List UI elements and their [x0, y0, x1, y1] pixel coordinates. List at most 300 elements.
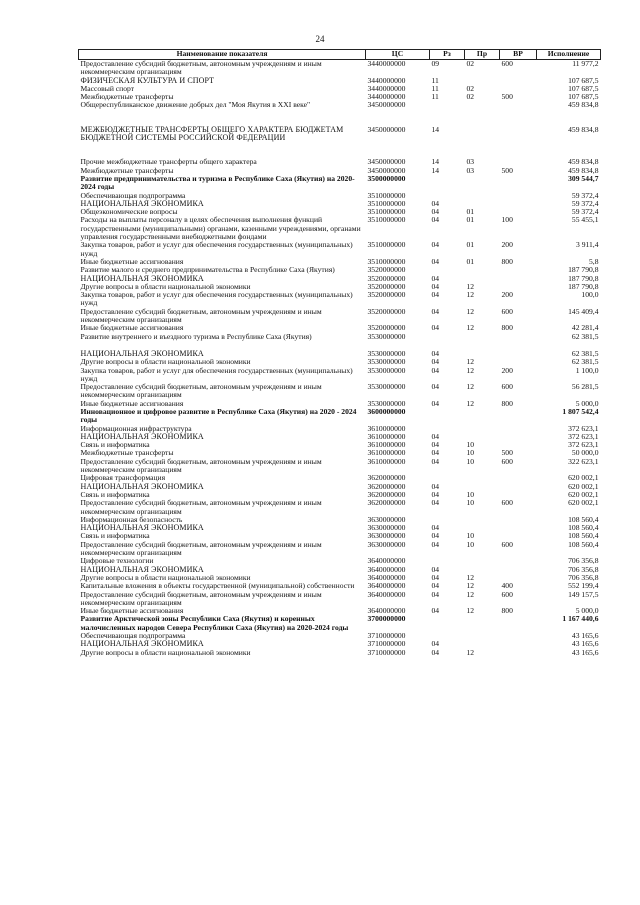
row-value: 56 281,5: [571, 383, 599, 392]
row-name: Цифровые технологии: [80, 557, 154, 566]
row-name: Закупка товаров, работ и услуг для обеспечения государственных (муниципальных) нужд: [80, 366, 353, 383]
row-vr: 200: [501, 241, 513, 250]
table-row: [79, 449, 601, 457]
table-row: [79, 258, 601, 266]
row-name: НАЦИОНАЛЬНАЯ ЭКОНОМИКА: [80, 432, 204, 441]
row-name: Развитие внутреннего и въездного туризма в Республике Саха (Якутия): [80, 332, 312, 341]
header-cs: ЦС: [366, 50, 430, 60]
row-value: 5 000,0: [575, 399, 599, 408]
row-name: Инновационное и цифровое развитие в Республике Саха (Якутия) на 2020 - 2024 годы: [80, 407, 357, 425]
row-rz: 14: [431, 158, 440, 167]
row-pr: 10: [466, 499, 475, 508]
row-vr: [500, 557, 537, 565]
table-row: [79, 308, 601, 325]
row-value: 620 002,1: [568, 499, 599, 508]
row-pr: 10: [466, 449, 475, 458]
row-value: 62 381,5: [571, 358, 599, 367]
row-pr: 12: [466, 291, 475, 300]
row-vr: 200: [501, 366, 513, 375]
row-rz: [430, 333, 465, 341]
row-name: НАЦИОНАЛЬНАЯ ЭКОНОМИКА: [80, 199, 204, 208]
row-pr: 10: [466, 540, 475, 549]
row-rz: 04: [431, 524, 440, 533]
row-rz: 11: [431, 84, 439, 93]
table-row: [79, 574, 601, 582]
row-value: 100,0: [581, 291, 599, 300]
page-number: 24: [315, 34, 325, 44]
row-cs: 3450000000: [367, 101, 406, 110]
row-vr: 500: [501, 166, 513, 175]
table-row: [79, 425, 601, 433]
row-name: Предоставление субсидий бюджетным, автономным учреждениям и иным некоммерческим организациям: [80, 457, 322, 475]
row-vr: [500, 632, 537, 640]
row-name: Иные бюджетные ассигнования: [80, 399, 184, 408]
row-pr: [465, 408, 500, 425]
row-pr: 02: [466, 59, 475, 68]
row-rz: 04: [431, 482, 440, 491]
row-value: 59 372,4: [571, 199, 599, 208]
row-cs: 3620000000: [367, 499, 406, 508]
row-value: 43 165,6: [571, 632, 599, 640]
row-pr: [465, 557, 500, 565]
row-name: Другие вопросы в области национальной экономики: [80, 358, 251, 367]
row-pr: [465, 632, 500, 640]
row-name: НАЦИОНАЛЬНАЯ ЭКОНОМИКА: [80, 274, 204, 283]
row-name: Иные бюджетные ассигнования: [80, 607, 184, 616]
row-name: Обеспечивающая подпрограмма: [80, 191, 186, 200]
row-vr: [500, 275, 537, 283]
row-vr: 600: [501, 307, 513, 316]
row-pr: [465, 126, 500, 143]
row-cs: 3640000000: [367, 607, 406, 616]
row-value: 706 356,8: [568, 573, 599, 582]
row-vr: 400: [501, 582, 513, 591]
row-value: 43 165,6: [571, 648, 599, 657]
row-value: 50 000,0: [571, 449, 599, 458]
row-pr: 02: [466, 93, 475, 102]
row-cs: 3520000000: [367, 291, 406, 300]
row-value: 187 790,8: [568, 282, 599, 291]
row-value: 459 834,8: [568, 101, 599, 110]
row-pr: 03: [466, 166, 475, 175]
row-rz: [430, 408, 465, 425]
row-rz: 04: [431, 366, 440, 375]
row-value: 62 381,5: [571, 349, 599, 358]
header-name: Наименование показателя: [79, 50, 366, 60]
table-row: [79, 649, 601, 657]
table-row: [79, 77, 601, 85]
row-name: Связь и информатика: [80, 532, 150, 541]
row-pr: 01: [466, 257, 475, 266]
row-pr: 12: [466, 573, 475, 582]
row-vr: 800: [501, 324, 513, 333]
row-vr: [500, 441, 537, 449]
row-name: Предоставление субсидий бюджетным, автономным учреждениям и иным некоммерческим организациям: [80, 307, 322, 325]
table-row: [79, 142, 601, 158]
row-rz: 04: [431, 291, 440, 300]
table-row: [79, 60, 601, 77]
row-value: 322 623,1: [568, 457, 599, 466]
row-cs: 3510000000: [367, 199, 406, 208]
row-value: 459 834,8: [568, 158, 599, 167]
row-rz: 04: [431, 282, 440, 291]
table-header-row: [79, 50, 601, 60]
table-row: [79, 516, 601, 524]
row-value: 108 560,4: [568, 515, 599, 524]
row-vr: [500, 142, 537, 158]
row-value: 5 000,0: [575, 607, 599, 616]
row-rz: 04: [431, 532, 440, 541]
row-rz: [430, 474, 465, 482]
table-row: [79, 433, 601, 441]
row-rz: 04: [431, 324, 440, 333]
row-rz: [430, 110, 465, 126]
row-vr: [500, 283, 537, 291]
row-value: 108 560,4: [568, 532, 599, 541]
row-vr: 600: [501, 540, 513, 549]
row-name: Общереспубликанское движение добрых дел "Моя Якутия в XXI веке": [80, 101, 311, 110]
row-pr: [465, 474, 500, 482]
row-name: Общеэкономические вопросы: [80, 208, 178, 217]
row-cs: [366, 341, 430, 350]
row-cs: 3620000000: [367, 482, 406, 491]
row-value: 145 409,4: [568, 307, 599, 316]
row-value: 59 372,4: [571, 208, 599, 217]
row-rz: 04: [431, 640, 440, 649]
row-value: 107 687,5: [568, 93, 599, 102]
row-pr: [465, 516, 500, 524]
row-name: Развитие малого и среднего предпринимательства в Республике Саха (Якутия): [80, 266, 335, 275]
row-cs: 3610000000: [367, 457, 406, 466]
row-pr: [465, 350, 500, 358]
row-vr: [500, 433, 537, 441]
row-vr: [500, 110, 537, 126]
row-vr: [500, 126, 537, 143]
row-pr: [465, 175, 500, 192]
row-name: [79, 341, 366, 350]
row-cs: 3710000000: [367, 640, 406, 649]
table-row: [79, 483, 601, 491]
row-cs: 3610000000: [367, 432, 406, 441]
row-value: 1 167 440,6: [562, 615, 599, 624]
row-pr: 12: [466, 590, 475, 599]
row-name: Цифровая трансформация: [80, 474, 166, 483]
row-vr: 800: [501, 399, 513, 408]
row-rz: [430, 557, 465, 565]
table-row: [79, 499, 601, 516]
row-vr: [500, 358, 537, 366]
row-value: 55 455,1: [571, 216, 599, 225]
row-cs: 3710000000: [367, 648, 406, 657]
table-row: [79, 126, 601, 143]
table-row: [79, 216, 601, 241]
row-cs: 3640000000: [367, 573, 406, 582]
row-name: НАЦИОНАЛЬНАЯ ЭКОНОМИКА: [80, 349, 204, 358]
row-cs: 3520000000: [367, 282, 406, 291]
row-value: 552 199,4: [568, 582, 599, 591]
table-row: [79, 283, 601, 291]
row-vr: [500, 532, 537, 540]
row-name: Массовый спорт: [80, 84, 135, 93]
row-vr: [500, 649, 537, 657]
table-row: [79, 175, 601, 192]
row-vr: 100: [501, 216, 513, 225]
row-rz: 14: [431, 125, 440, 134]
row-pr: 12: [466, 582, 475, 591]
budget-table: [78, 49, 601, 657]
row-cs: 3440000000: [367, 84, 406, 93]
row-name: [79, 110, 366, 126]
row-cs: 3520000000: [367, 266, 406, 275]
row-cs: 3640000000: [367, 565, 406, 574]
row-name: Предоставление субсидий бюджетным, автономным учреждениям и иным некоммерческим организациям: [80, 590, 322, 607]
row-value: 107 687,5: [568, 76, 599, 85]
row-cs: 3450000000: [367, 125, 406, 134]
row-cs: 3440000000: [367, 93, 406, 102]
row-pr: 01: [466, 216, 475, 225]
row-cs: 3530000000: [367, 349, 406, 358]
row-cs: 3530000000: [367, 332, 406, 341]
row-pr: 01: [466, 208, 475, 217]
row-cs: 3530000000: [367, 366, 406, 375]
table-row: [79, 383, 601, 400]
row-rz: 04: [431, 499, 440, 508]
row-rz: 04: [431, 216, 440, 225]
row-pr: [465, 275, 500, 283]
row-rz: 04: [431, 358, 440, 367]
row-name: Прочие межбюджетные трансферты общего характера: [80, 158, 257, 167]
row-cs: 3440000000: [367, 59, 406, 68]
row-pr: 12: [466, 648, 475, 657]
row-name: Другие вопросы в области национальной экономики: [80, 648, 251, 657]
table-row: [79, 640, 601, 648]
row-vr: [500, 208, 537, 216]
row-rz: [430, 266, 465, 274]
row-name: НАЦИОНАЛЬНАЯ ЭКОНОМИКА: [80, 524, 204, 533]
row-name: Развитие предпринимательства и туризма в Республике Саха (Якутия) на 2020-2024 годы: [80, 174, 355, 192]
row-rz: 04: [431, 648, 440, 657]
row-cs: 3640000000: [367, 590, 406, 599]
table-row: [79, 541, 601, 558]
row-name: Межбюджетные трансферты: [80, 449, 174, 458]
row-pr: [465, 483, 500, 491]
row-vr: [500, 266, 537, 274]
row-vr: [500, 408, 537, 425]
row-name: МЕЖБЮДЖЕТНЫЕ ТРАНСФЕРТЫ ОБЩЕГО ХАРАКТЕРА БЮДЖЕТАМ БЮДЖЕТНОЙ СИСТЕМЫ РОССИЙСКОЙ ФЕДЕРАЦИИ: [80, 125, 344, 143]
row-vr: [500, 350, 537, 358]
row-cs: 3630000000: [367, 515, 406, 524]
table-row: [79, 266, 601, 274]
row-rz: 14: [431, 166, 440, 175]
row-name: НАЦИОНАЛЬНАЯ ЭКОНОМИКА: [80, 640, 204, 649]
row-pr: 10: [466, 532, 475, 541]
row-vr: [500, 474, 537, 482]
row-name: Предоставление субсидий бюджетным, автономным учреждениям и иным некоммерческим организациям: [80, 383, 322, 400]
row-vr: [500, 341, 537, 350]
header-pr: Пр: [465, 50, 500, 60]
row-pr: [465, 524, 500, 532]
row-rz: [430, 425, 465, 433]
row-name: Закупка товаров, работ и услуг для обеспечения государственных (муниципальных) нужд: [80, 241, 353, 258]
row-cs: [366, 110, 430, 126]
row-name: Обеспечивающая подпрограмма: [80, 632, 186, 640]
row-vr: [500, 200, 537, 208]
table-row: [79, 85, 601, 93]
row-value: 372 623,1: [568, 432, 599, 441]
row-rz: 04: [431, 540, 440, 549]
row-vr: [500, 85, 537, 93]
row-value: [537, 142, 601, 158]
row-rz: 04: [431, 565, 440, 574]
row-vr: [500, 574, 537, 582]
row-rz: 04: [431, 274, 440, 283]
row-vr: [500, 425, 537, 433]
row-name: Информационная инфраструктура: [80, 424, 192, 433]
table-row: [79, 324, 601, 332]
table-row: [79, 557, 601, 565]
row-name: Расходы на выплаты персоналу в целях обеспечения выполнения функций государственными (муниципальными) органами, казенными учреждениями, органами управления государственными внебюджетными фондами: [80, 216, 361, 242]
row-pr: [465, 142, 500, 158]
row-rz: 11: [431, 76, 439, 85]
row-value: 706 356,8: [568, 557, 599, 566]
row-cs: 3620000000: [367, 474, 406, 483]
row-vr: [500, 483, 537, 491]
row-pr: 02: [466, 84, 475, 93]
row-rz: [430, 192, 465, 200]
row-value: 107 687,5: [568, 84, 599, 93]
row-name: Предоставление субсидий бюджетным, автономным учреждениям и иным некоммерческим организациям: [80, 540, 322, 558]
row-vr: 500: [501, 93, 513, 102]
table-row: [79, 474, 601, 482]
row-name: Закупка товаров, работ и услуг для обеспечения государственных (муниципальных) нужд: [80, 291, 353, 308]
row-vr: [500, 175, 537, 192]
row-name: Капитальные вложения в объекты государственной (муниципальной) собственности: [80, 582, 355, 591]
row-name: Другие вопросы в области национальной экономики: [80, 573, 251, 582]
row-vr: [500, 566, 537, 574]
table-row: [79, 192, 601, 200]
row-pr: [465, 433, 500, 441]
row-value: [537, 110, 601, 126]
row-cs: 3630000000: [367, 524, 406, 533]
row-pr: [465, 615, 500, 632]
row-rz: 04: [431, 383, 440, 392]
table-row: [79, 200, 601, 208]
row-rz: 04: [431, 607, 440, 616]
table-row: [79, 591, 601, 608]
row-value: 372 623,1: [568, 441, 599, 450]
row-pr: [465, 333, 500, 341]
row-rz: 04: [431, 208, 440, 217]
row-cs: 3710000000: [367, 632, 406, 640]
row-pr: [465, 425, 500, 433]
row-cs: 3450000000: [367, 166, 406, 175]
row-rz: [430, 175, 465, 192]
row-value: 706 356,8: [568, 565, 599, 574]
row-rz: [430, 632, 465, 640]
row-vr: [500, 192, 537, 200]
row-cs: 3450000000: [367, 158, 406, 167]
row-name: Связь и информатика: [80, 441, 150, 450]
row-value: 459 834,8: [568, 166, 599, 175]
row-name: Информационная безопасность: [80, 515, 183, 524]
row-rz: 04: [431, 590, 440, 599]
row-value: 1 100,0: [575, 366, 599, 375]
row-pr: 12: [466, 307, 475, 316]
row-pr: [465, 192, 500, 200]
row-rz: 09: [431, 59, 440, 68]
table-row: [79, 491, 601, 499]
row-cs: 3610000000: [367, 424, 406, 433]
row-cs: 3510000000: [367, 216, 406, 225]
row-rz: 04: [431, 199, 440, 208]
row-rz: [430, 101, 465, 109]
row-value: 620 002,1: [568, 474, 599, 483]
row-rz: 04: [431, 307, 440, 316]
row-vr: 800: [501, 257, 513, 266]
table-row: [79, 291, 601, 308]
row-name: [79, 142, 366, 158]
table-row: [79, 275, 601, 283]
row-vr: 600: [501, 457, 513, 466]
row-rz: [430, 341, 465, 350]
row-pr: 10: [466, 490, 475, 499]
table-row: [79, 566, 601, 574]
row-pr: 03: [466, 158, 475, 167]
row-cs: 3510000000: [367, 241, 406, 250]
row-value: 62 381,5: [571, 332, 599, 341]
table-row: [79, 358, 601, 366]
table-row: [79, 93, 601, 101]
row-cs: 3500000000: [367, 174, 406, 183]
row-rz: 04: [431, 257, 440, 266]
row-pr: 12: [466, 324, 475, 333]
row-name: НАЦИОНАЛЬНАЯ ЭКОНОМИКА: [80, 565, 204, 574]
table-row: [79, 241, 601, 258]
row-rz: 04: [431, 441, 440, 450]
row-pr: 10: [466, 441, 475, 450]
table-row: [79, 441, 601, 449]
row-rz: 04: [431, 399, 440, 408]
row-rz: 04: [431, 241, 440, 250]
row-pr: [465, 77, 500, 85]
row-pr: [465, 101, 500, 109]
row-cs: 3630000000: [367, 532, 406, 541]
row-value: 11 977,2: [572, 59, 599, 68]
row-value: 59 372,4: [571, 191, 599, 200]
row-vr: [500, 101, 537, 109]
table-row: [79, 532, 601, 540]
row-cs: 3530000000: [367, 383, 406, 392]
row-vr: [500, 333, 537, 341]
row-rz: 04: [431, 457, 440, 466]
row-cs: 3600000000: [367, 407, 406, 416]
header-vr: ВР: [500, 50, 537, 60]
row-cs: [366, 142, 430, 158]
row-value: 43 165,6: [571, 640, 599, 649]
row-name: Иные бюджетные ассигнования: [80, 257, 184, 266]
row-pr: 12: [466, 366, 475, 375]
row-value: 620 002,1: [568, 490, 599, 499]
row-rz: 04: [431, 490, 440, 499]
table-row: [79, 632, 601, 640]
row-name: ФИЗИЧЕСКАЯ КУЛЬТУРА И СПОРТ: [80, 76, 215, 85]
row-name: Межбюджетные трансферты: [80, 93, 174, 102]
row-value: 149 157,5: [568, 590, 599, 599]
row-rz: 11: [431, 93, 439, 102]
row-value: 372 623,1: [568, 424, 599, 433]
row-cs: 3530000000: [367, 358, 406, 367]
row-pr: [465, 200, 500, 208]
